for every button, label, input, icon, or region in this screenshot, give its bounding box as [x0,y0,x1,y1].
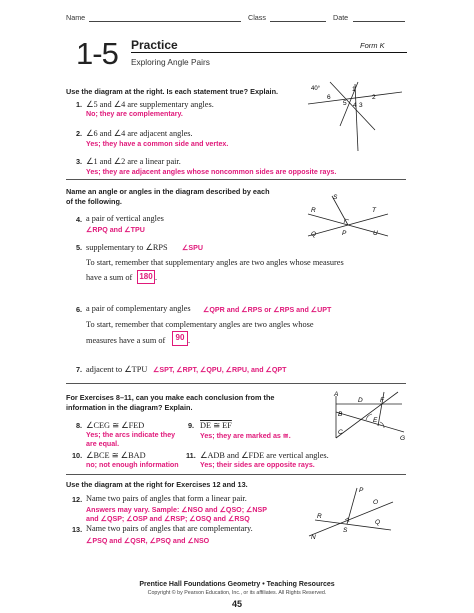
answer-text: Yes; they are adjacent angles whose noncommon sides are opposite rays. [86,168,337,176]
answer-text: Yes; their sides are opposite rays. [200,461,315,469]
diagram-label: S [333,194,338,201]
diagram-label: O [373,499,379,506]
item-number: 9. [188,421,195,430]
item-number: 13. [72,525,83,534]
hint-text: . [155,273,158,282]
diagram-label: Q [375,519,381,526]
question-text: Name two pairs of angles that form a linear pair. [86,494,247,503]
form-label: Form K [360,41,385,50]
question-text: ∠ADB and ∠FDE are vertical angles. [200,451,329,460]
lesson-number: 1-5 [76,36,118,71]
diagram-label: P [359,487,364,494]
answer-text: Yes; they are marked as ≅. [200,432,291,440]
question-text: ∠5 and ∠4 are supplementary angles. [86,100,214,109]
answer-box: 180 [137,270,155,284]
name-label: Name [66,13,86,22]
diagram-label: G [400,435,406,442]
divider [66,179,406,180]
hint-text: measures have a sum of [86,336,166,345]
answer-text: ∠SPT, ∠RPT, ∠QPU, ∠RPU, and ∠QPT [153,366,287,374]
answer-box: 90 [172,331,188,346]
question-text: a pair of vertical angles [86,214,164,223]
question-text: ∠BCE ≅ ∠BAD [86,451,146,460]
answer-text: No; they are complementary. [86,110,183,118]
question-text: a pair of complementary angles [86,304,191,313]
diagram-label: B [338,411,343,418]
practice-heading: Practice [131,38,178,52]
diagram-label: U [373,230,378,237]
date-label: Date [333,13,349,22]
diagram-label: P [342,230,347,237]
diagram-label: R [311,207,316,214]
question-text: DE ≅ EF [200,421,232,430]
item-number: 7. [76,365,83,374]
angle-measure: 40° [311,86,321,92]
section3-instruction: information in the diagram? Explain. [66,403,193,412]
question-text: ∠CEG ≅ ∠FED [86,421,145,430]
diagram-label: 1 [352,86,356,93]
angle-diagram-3 [328,390,408,442]
question-text: supplementary to ∠RPS [86,243,168,252]
diagram-label: R [317,513,322,520]
diagram-label: F [380,397,384,404]
diagram-label: 2 [372,94,376,101]
title-rule [131,52,407,53]
question-text: ∠1 and ∠2 are a linear pair. [86,157,181,166]
divider [66,474,406,475]
footer-title: Prentice Hall Foundations Geometry • Teaching Resources [139,581,335,588]
question-text: Name two pairs of angles that are complementary. [86,524,253,533]
class-label: Class [248,13,266,22]
page-number: 45 [231,599,242,609]
section2-instruction: of the following. [66,197,122,206]
name-field-line[interactable] [89,21,241,22]
answer-text: ∠SPU [182,244,203,252]
item-number: 11. [186,451,196,460]
diagram-label: 3 [359,102,363,109]
question-text: adjacent to ∠TPU [86,365,148,374]
item-number: 6. [76,305,83,314]
item-number: 2. [76,129,83,138]
diagram-label: 6 [327,94,331,101]
item-number: 1. [76,100,83,109]
angle-diagram-2 [298,190,398,240]
item-number: 12. [72,495,83,504]
section2-instruction: Name an angle or angles in the diagram described by each [66,187,270,196]
angle-diagram-4 [305,484,400,540]
answer-text: Yes; the arcs indicate they [86,431,176,439]
hint-text: have a sum of [86,273,133,282]
hint-text: . [188,336,191,345]
item-number: 10. [72,451,83,460]
answer-text: are equal. [86,440,120,448]
diagram-label: Q [311,231,317,238]
item-number: 4. [76,215,83,224]
answer-text: ∠RPQ and ∠TPU [86,226,145,234]
diagram-label: T [372,207,376,214]
footer-copyright: Copyright © by Pearson Education, Inc., or its affiliates. All Rights Reserved. [147,590,327,596]
diagram-label: N [311,534,316,540]
diagram-label: S [343,527,348,534]
answer-text: and ∠QSP; ∠OSP and ∠RSP; ∠OSQ and ∠RSQ [86,515,250,523]
diagram-label: E [373,417,378,424]
diagram-label: 5 [343,100,347,107]
section3-instruction: For Exercises 8–11, can you make each conclusion from the [66,393,275,402]
hint-text: To start, remember that supplementary angles are two angles whose measures [86,258,344,267]
diagram-label: 4 [353,102,357,109]
answer-text: Answers may vary. Sample: ∠NSO and ∠QSO; ∠NSP [86,506,267,514]
date-field-line[interactable] [353,21,405,22]
item-number: 5. [76,243,83,252]
class-field-line[interactable] [270,21,326,22]
section1-instruction: Use the diagram at the right. Is each statement true? Explain. [66,87,279,96]
item-number: 3. [76,157,83,166]
diagram-label: C [338,429,343,436]
angle-diagram-1 [300,78,406,154]
hint-text: To start, remember that complementary angles are two angles whose [86,320,314,329]
divider [66,383,406,384]
question-text: ∠6 and ∠4 are adjacent angles. [86,129,193,138]
answer-text: ∠PSQ and ∠QSR, ∠PSQ and ∠NSO [86,537,210,545]
answer-text: ∠QPR and ∠RPS or ∠RPS and ∠UPT [203,306,332,314]
item-number: 8. [76,421,83,430]
answer-text: no; not enough information [86,461,179,469]
subtitle: Exploring Angle Pairs [131,57,210,67]
diagram-label: D [358,397,363,404]
section4-instruction: Use the diagram at the right for Exercises 12 and 13. [66,480,248,489]
diagram-label: A [334,391,339,398]
answer-text: Yes; they have a common side and vertex. [86,140,229,148]
